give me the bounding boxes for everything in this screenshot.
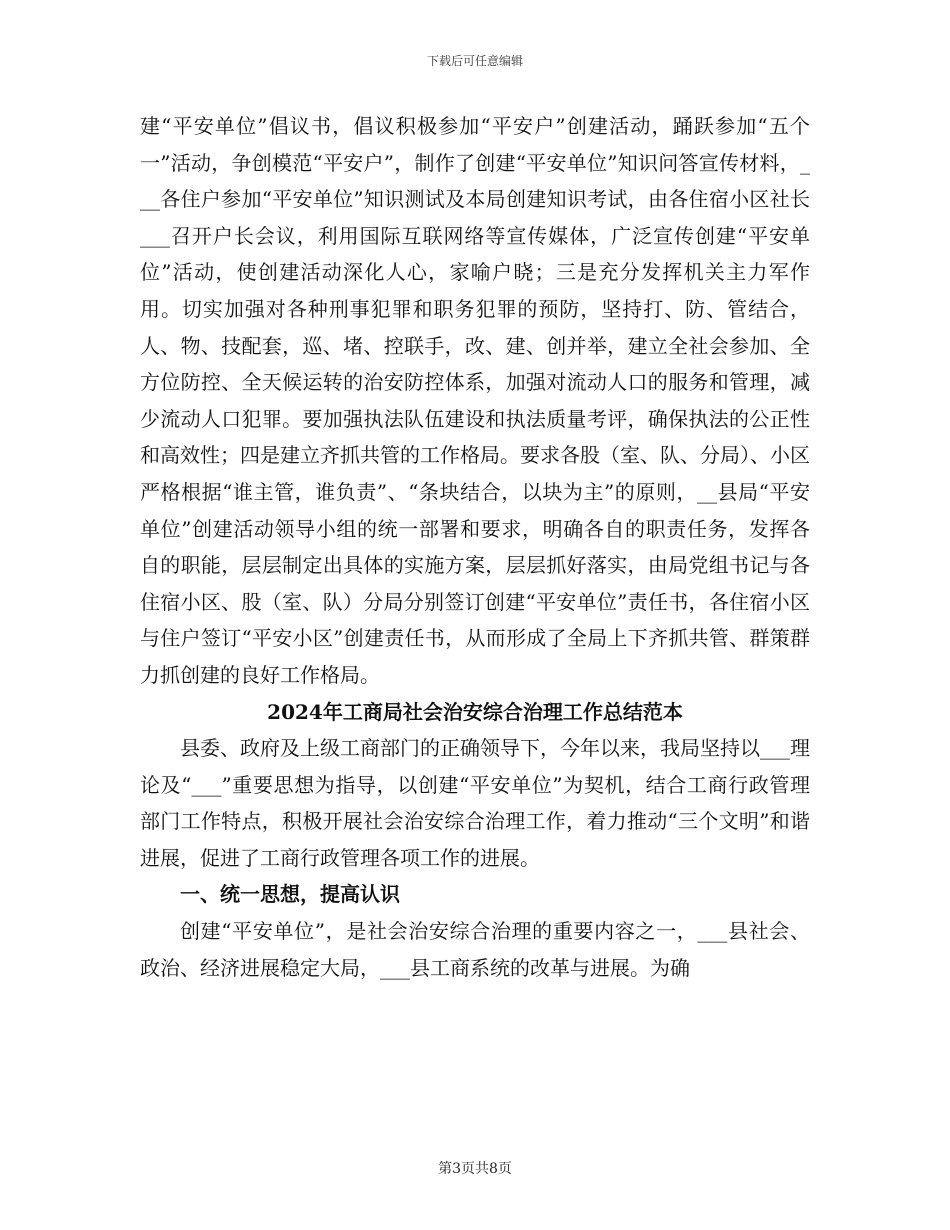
section-1-paragraph: 创建“平安单位”，是社会治安综合治理的重要内容之一，___县社会、政治、经济进展稳定大局，___县工商系统的改革与进展。为确 <box>140 919 810 980</box>
intro-paragraph: 县委、政府及上级工商部门的正确领导下，今年以来，我局坚持以___理论及“___”重要思想为指导，以创建“平安单位”为契机，结合工商行政管理部门工作特点，积极开展社会治安综合治理工作，着力推动“三个文明”和谐进展，促进了工商行政管理各项工作的进展。 <box>140 736 810 870</box>
page-header-note: 下载后可任意编辑 <box>426 54 523 68</box>
section-heading-1: 一、统一思想，提高认识 <box>180 882 400 907</box>
continuation-paragraph: 建“平安单位”倡议书，倡议积极参加“平安户”创建活动，踊跃参加“五个一”活动，争创模范“平安户”，制作了创建“平安单位”知识问答宣传材料，___各住户参加“平安单位”知识测试及本局创建知识考试，由各住宿小区社长___召开户长会议，利用国际互联网络等宣传媒体，广泛宣传创建“平安单位”活动，使创建活动深化人心，家喻户晓；三是充分发挥机关主力军作用。切实加强对各种刑事犯罪和职务犯罪的预防，坚持打、防、管结合，人、物、技配套，巡、堵、控联手，改、建、创并举，建立全社会参加、全方位防控、全天候运转的治安防控体系，加强对流动人口的服务和管理，减少流动人口犯罪。要加强执法队伍建设和执法质量考评，确保执法的公正性和高效性；四是建立齐抓共管的工作格局。要求各股（室、队、分局）、小区严格根据“谁主管，谁负责”、“条块结合，以块为主”的原则，__县局“平安单位”创建活动领导小组的统一部署和要求，明确各自的职责任务，发挥各自的职能，层层制定出具体的实施方案，层层抓好落实，由局党组书记与各住宿小区、股（室、队）分局分别签订创建“平安单位”责任书，各住宿小区与住户签订“平安小区”创建责任书，从而形成了全局上下齐抓共管、群策群力抓创建的良好工作格局。 <box>140 114 810 687</box>
page-number: 第3页共8页 <box>438 1161 512 1177</box>
document-body <box>140 108 810 986</box>
document-title: 2024年工商局社会治安综合治理工作总结范本 <box>267 699 683 724</box>
